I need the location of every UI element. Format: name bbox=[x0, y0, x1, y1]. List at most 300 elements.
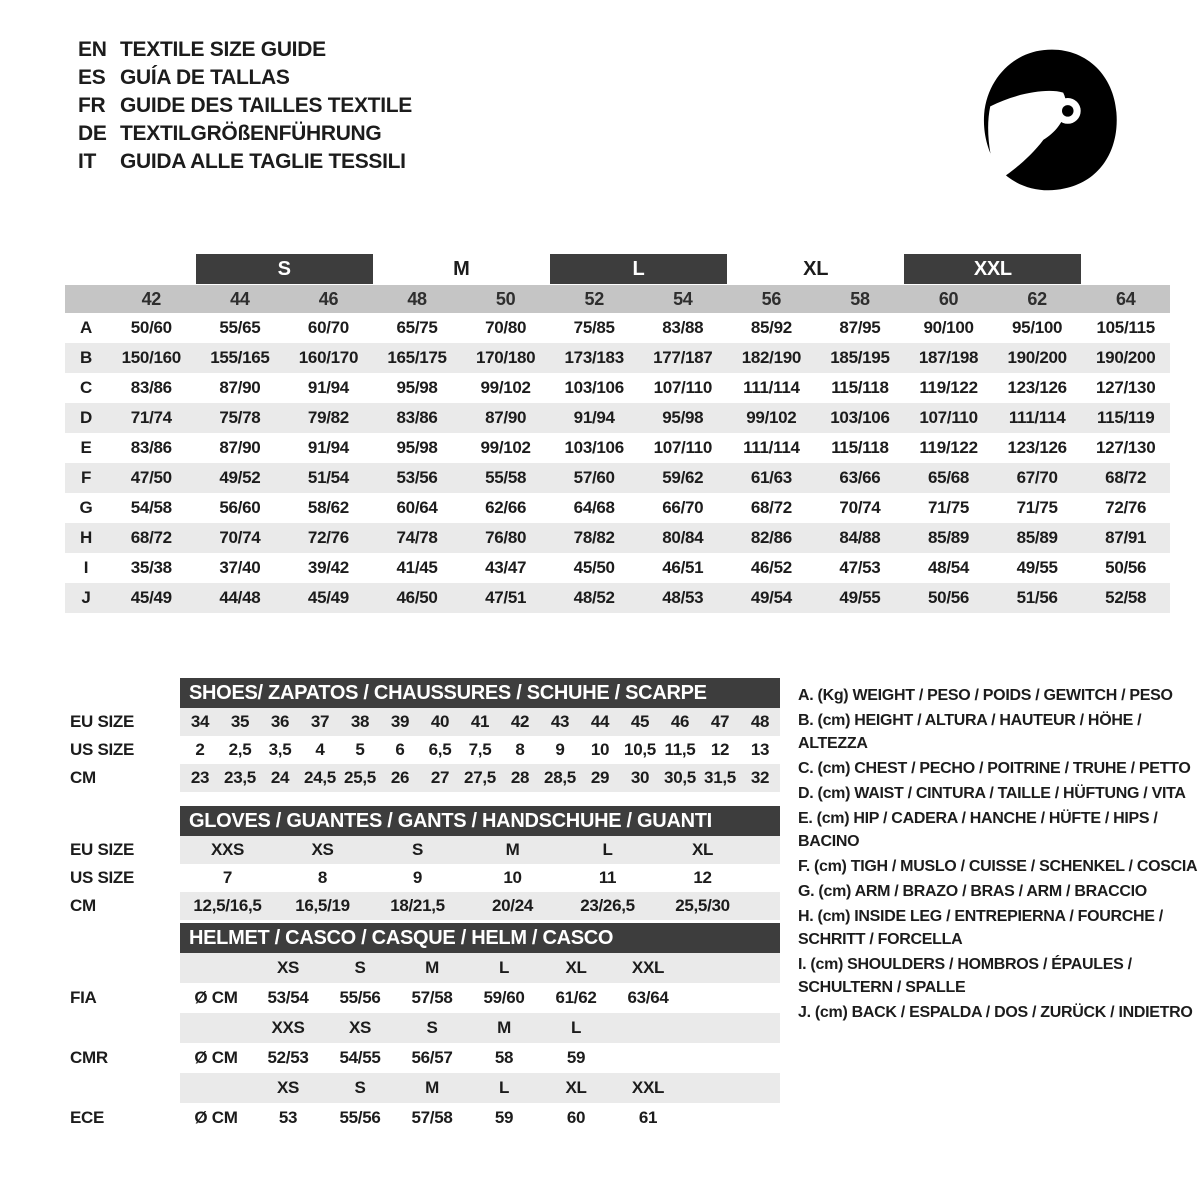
row-letter: G bbox=[79, 498, 93, 517]
gloves-table-title: GLOVES / GUANTES / GANTS / HANDSCHUHE / GUANTI bbox=[180, 806, 780, 836]
size-cell: 84/88 bbox=[839, 528, 881, 547]
helmet-size-cell: 59 bbox=[566, 1048, 586, 1067]
racing-helmet-icon bbox=[972, 32, 1124, 208]
size-cell: 107/110 bbox=[653, 438, 712, 457]
size-cell: 90/100 bbox=[923, 318, 974, 337]
helmet-size-cell: 59 bbox=[494, 1108, 514, 1127]
measurement-row bbox=[65, 373, 1170, 403]
size-cell: 91/94 bbox=[307, 378, 349, 397]
size-cell: 85/92 bbox=[750, 318, 792, 337]
size-cell: 107/110 bbox=[919, 408, 978, 427]
size-cell: 95/98 bbox=[662, 408, 704, 427]
helmet-size-label: XS bbox=[348, 1018, 372, 1037]
size-number: 46 bbox=[318, 288, 339, 309]
sub-table-row bbox=[70, 764, 782, 792]
size-cell: 12 bbox=[710, 740, 730, 759]
size-cell: 95/98 bbox=[396, 438, 438, 457]
size-cell: 72/76 bbox=[307, 528, 349, 547]
size-cell: 46/51 bbox=[662, 558, 704, 577]
size-cell: 83/86 bbox=[130, 378, 172, 397]
size-cell: 177/187 bbox=[653, 348, 713, 367]
size-cell: 48/54 bbox=[928, 558, 970, 577]
size-cell: 83/88 bbox=[662, 318, 704, 337]
size-number: 50 bbox=[495, 288, 516, 309]
size-cell: 91/94 bbox=[573, 408, 615, 427]
size-cell: 47/50 bbox=[130, 468, 172, 487]
size-cell: 24 bbox=[270, 768, 290, 787]
row-letter: H bbox=[80, 528, 92, 547]
size-cell: 67/70 bbox=[1016, 468, 1058, 487]
size-cell: XL bbox=[691, 840, 714, 859]
size-cell: 83/86 bbox=[130, 438, 172, 457]
language-row bbox=[78, 64, 412, 92]
size-cell: 39 bbox=[390, 712, 410, 731]
helmet-table-row bbox=[70, 1103, 782, 1133]
size-cell: 48/52 bbox=[573, 588, 615, 607]
size-cell: 2 bbox=[195, 740, 205, 759]
helmet-size-label: L bbox=[498, 958, 510, 977]
size-cell: 190/200 bbox=[1096, 348, 1156, 367]
row-label: US SIZE bbox=[70, 740, 135, 759]
size-group-label: M bbox=[453, 257, 470, 280]
helmet-size-cell: 56/57 bbox=[411, 1048, 453, 1067]
legend-item: E. (cm) HIP / CADERA / HANCHE / HÜFTE / HIPS / BACINO bbox=[798, 810, 1158, 850]
size-cell: 5 bbox=[355, 740, 365, 759]
guide-title: GUÍA DE TALLAS bbox=[120, 66, 290, 89]
size-cell: 13 bbox=[750, 740, 770, 759]
standard-label: CMR bbox=[70, 1048, 108, 1067]
size-cell: 40 bbox=[430, 712, 450, 731]
helmet-size-label: XXL bbox=[631, 1078, 665, 1097]
helmet-size-cell: 55/56 bbox=[339, 988, 381, 1007]
size-cell: 190/200 bbox=[1007, 348, 1067, 367]
size-cell: 34 bbox=[190, 712, 210, 731]
helmet-size-cell: 53/54 bbox=[267, 988, 309, 1007]
helmet-size-label: S bbox=[426, 1018, 438, 1037]
helmet-size-cell: Ø CM bbox=[194, 988, 238, 1007]
helmet-size-cell: 53 bbox=[278, 1108, 298, 1127]
size-cell: 74/78 bbox=[396, 528, 438, 547]
row-values bbox=[180, 736, 780, 764]
size-cell: 173/183 bbox=[564, 348, 624, 367]
helmet-table-row bbox=[70, 1013, 782, 1043]
helmet-size-label: XS bbox=[276, 1078, 300, 1097]
size-cell: 51/54 bbox=[307, 468, 349, 487]
size-cell: 35 bbox=[230, 712, 250, 731]
size-cell: 11,5 bbox=[664, 740, 696, 759]
size-cell: 51/56 bbox=[1016, 588, 1058, 607]
helmet-size-cell: Ø CM bbox=[194, 1048, 238, 1067]
legend-item: A. (Kg) WEIGHT / PESO / POIDS / GEWITCH / PESO bbox=[798, 687, 1173, 704]
size-cell: 43 bbox=[550, 712, 570, 731]
size-cell: 60/70 bbox=[307, 318, 349, 337]
row-values bbox=[180, 764, 780, 792]
helmet-size-cell: 60 bbox=[566, 1108, 586, 1127]
legend-item: H. (cm) INSIDE LEG / ENTREPIERNA / FOURCHE / SCHRITT / FORCELLA bbox=[798, 908, 1163, 948]
size-cell: 70/74 bbox=[839, 498, 881, 517]
legend-item: F. (cm) TIGH / MUSLO / CUISSE / SCHENKEL / COSCIA bbox=[798, 858, 1198, 875]
size-cell: 32 bbox=[750, 768, 770, 787]
row-label: EU SIZE bbox=[70, 840, 135, 859]
row-values bbox=[180, 892, 780, 920]
row-values bbox=[180, 953, 780, 983]
helmet-size-label: M bbox=[425, 958, 439, 977]
measurement-row bbox=[65, 433, 1170, 463]
size-cell: 79/82 bbox=[307, 408, 349, 427]
guide-title: TEXTILGRÖßENFÜHRUNG bbox=[120, 122, 382, 145]
size-cell: XS bbox=[311, 840, 334, 859]
size-cell: 47/53 bbox=[839, 558, 881, 577]
size-cell: 30 bbox=[630, 768, 650, 787]
row-label: CM bbox=[70, 896, 96, 915]
size-cell: 185/195 bbox=[830, 348, 890, 367]
row-label: CM bbox=[70, 768, 96, 787]
helmet-table-row bbox=[70, 1073, 782, 1103]
standard-label: FIA bbox=[70, 988, 97, 1007]
size-cell: 49/55 bbox=[1016, 558, 1058, 577]
size-number: 42 bbox=[141, 288, 161, 309]
measurement-row bbox=[65, 583, 1170, 613]
size-cell: 54/58 bbox=[130, 498, 172, 517]
helmet-table-title: HELMET / CASCO / CASQUE / HELM / CASCO bbox=[180, 923, 780, 953]
size-cell: XXS bbox=[210, 840, 245, 859]
size-cell: 71/74 bbox=[130, 408, 172, 427]
standard-label: ECE bbox=[70, 1108, 105, 1127]
measurement-legend bbox=[798, 684, 1198, 1026]
size-cell: S bbox=[411, 840, 424, 859]
helmet-size-label: L bbox=[498, 1078, 510, 1097]
size-cell: 62/66 bbox=[485, 498, 527, 517]
language-row bbox=[78, 36, 412, 64]
helmet-size-cell: 61 bbox=[638, 1108, 658, 1127]
size-cell: 59/62 bbox=[662, 468, 704, 487]
size-cell: 65/68 bbox=[928, 468, 970, 487]
size-cell: 119/122 bbox=[919, 378, 978, 397]
size-cell: 50/56 bbox=[1105, 558, 1147, 577]
size-cell: 12,5/16,5 bbox=[193, 896, 262, 915]
helmet-size-label: XL bbox=[565, 1078, 587, 1097]
helmet-size-cell: 57/58 bbox=[411, 988, 453, 1007]
row-values bbox=[180, 1103, 780, 1133]
language-code: FR bbox=[78, 94, 106, 117]
size-cell: M bbox=[505, 840, 520, 859]
size-cell: 8 bbox=[515, 740, 525, 759]
row-values bbox=[180, 983, 780, 1013]
row-values bbox=[180, 864, 780, 892]
helmet-size-cell: 57/58 bbox=[411, 1108, 453, 1127]
size-cell: 58/62 bbox=[307, 498, 349, 517]
size-cell: 12 bbox=[693, 868, 712, 887]
language-code: IT bbox=[78, 150, 97, 173]
helmet-size-cell: 55/56 bbox=[339, 1108, 381, 1127]
size-cell: 66/70 bbox=[662, 498, 704, 517]
row-letter: A bbox=[80, 318, 92, 337]
guide-title: TEXTILE SIZE GUIDE bbox=[120, 38, 326, 61]
size-cell: 187/198 bbox=[918, 348, 979, 367]
size-cell: 41 bbox=[470, 712, 490, 731]
size-cell: 11 bbox=[598, 868, 617, 887]
size-cell: 6,5 bbox=[428, 740, 452, 759]
guide-title: GUIDE DES TAILLES TEXTILE bbox=[120, 94, 412, 117]
size-cell: 26 bbox=[390, 768, 410, 787]
size-cell: 10 bbox=[590, 740, 610, 759]
size-cell: 56/60 bbox=[219, 498, 261, 517]
helmet-table-row bbox=[70, 983, 782, 1013]
size-number: 62 bbox=[1027, 288, 1047, 309]
row-letter: I bbox=[83, 558, 89, 577]
size-number: 54 bbox=[673, 288, 693, 309]
helmet-size-cell: 52/53 bbox=[267, 1048, 309, 1067]
size-cell: 70/74 bbox=[219, 528, 261, 547]
size-cell: 35/38 bbox=[130, 558, 172, 577]
size-cell: 49/54 bbox=[750, 588, 792, 607]
measurement-row bbox=[65, 313, 1170, 343]
sub-table-row bbox=[70, 892, 782, 920]
size-cell: 45/50 bbox=[573, 558, 615, 577]
size-cell: 55/65 bbox=[219, 318, 261, 337]
size-cell: 65/75 bbox=[396, 318, 438, 337]
size-cell: 105/115 bbox=[1096, 318, 1155, 337]
size-cell: 165/175 bbox=[387, 348, 447, 367]
textile-size-table bbox=[65, 253, 1170, 613]
shoes-table-title: SHOES/ ZAPATOS / CHAUSSURES / SCHUHE / SCARPE bbox=[180, 678, 780, 708]
size-cell: 10,5 bbox=[624, 740, 656, 759]
size-number: 48 bbox=[407, 288, 427, 309]
size-cell: 72/76 bbox=[1105, 498, 1147, 517]
row-letter: F bbox=[80, 468, 92, 487]
sub-table-row bbox=[70, 736, 782, 764]
language-code: DE bbox=[78, 122, 107, 145]
helmet-table-row bbox=[70, 953, 782, 983]
size-cell: 60/64 bbox=[396, 498, 438, 517]
helmet-size-label: L bbox=[570, 1018, 582, 1037]
size-cell: 44/48 bbox=[219, 588, 261, 607]
size-cell: 2,5 bbox=[228, 740, 252, 759]
size-cell: 47/51 bbox=[485, 588, 527, 607]
size-cell: 9 bbox=[555, 740, 565, 759]
size-cell: 78/82 bbox=[573, 528, 615, 547]
legend-item: D. (cm) WAIST / CINTURA / TAILLE / HÜFTUNG / VITA bbox=[798, 785, 1186, 802]
size-cell: 45 bbox=[630, 712, 650, 731]
measurement-row bbox=[65, 343, 1170, 373]
row-values bbox=[180, 1073, 780, 1103]
size-cell: 4 bbox=[315, 740, 325, 759]
size-cell: 37 bbox=[310, 712, 330, 731]
helmet-size-label: S bbox=[354, 1078, 366, 1097]
size-numbers-row bbox=[65, 285, 1170, 313]
size-cell: 45/49 bbox=[130, 588, 172, 607]
helmet-size-cell: 61/62 bbox=[555, 988, 597, 1007]
size-cell: 64/68 bbox=[573, 498, 615, 517]
size-cell: 115/118 bbox=[831, 378, 889, 397]
size-cell: 6 bbox=[395, 740, 405, 759]
size-cell: 41/45 bbox=[396, 558, 438, 577]
size-cell: 70/80 bbox=[485, 318, 527, 337]
size-cell: 42 bbox=[510, 712, 530, 731]
size-cell: 47 bbox=[710, 712, 730, 731]
size-cell: 48 bbox=[750, 712, 770, 731]
size-cell: 28,5 bbox=[544, 768, 576, 787]
row-letter: E bbox=[80, 438, 92, 457]
helmet-size-label: XXL bbox=[631, 958, 665, 977]
size-cell: 111/114 bbox=[743, 438, 800, 457]
size-number: 52 bbox=[584, 288, 604, 309]
row-letter: C bbox=[80, 378, 92, 397]
size-cell: 50/60 bbox=[130, 318, 172, 337]
helmet-size-label: S bbox=[354, 958, 366, 977]
size-cell: 53/56 bbox=[396, 468, 438, 487]
sub-table-row bbox=[70, 836, 782, 864]
language-code: ES bbox=[78, 66, 106, 89]
size-cell: 24,5 bbox=[304, 768, 336, 787]
helmet-size-label: XS bbox=[276, 958, 300, 977]
size-cell: 57/60 bbox=[573, 468, 615, 487]
legend-item: B. (cm) HEIGHT / ALTURA / HAUTEUR / HÖHE / ALTEZZA bbox=[798, 712, 1142, 752]
size-cell: 123/126 bbox=[1007, 378, 1067, 397]
measurement-row bbox=[65, 403, 1170, 433]
size-cell: 49/52 bbox=[219, 468, 261, 487]
size-cell: 87/90 bbox=[219, 378, 261, 397]
size-group-label: L bbox=[550, 254, 727, 284]
size-cell: 49/55 bbox=[839, 588, 881, 607]
row-values bbox=[180, 1013, 780, 1043]
size-cell: 27 bbox=[430, 768, 450, 787]
sub-table-row bbox=[70, 708, 782, 736]
size-cell: 155/165 bbox=[210, 348, 270, 367]
size-cell: 16,5/19 bbox=[295, 896, 350, 915]
size-cell: 83/86 bbox=[396, 408, 438, 427]
size-cell: 68/72 bbox=[1105, 468, 1147, 487]
size-number: 64 bbox=[1115, 288, 1136, 309]
row-values bbox=[180, 836, 780, 864]
size-cell: 87/95 bbox=[839, 318, 881, 337]
size-cell: 36 bbox=[270, 712, 290, 731]
size-cell: 23 bbox=[190, 768, 210, 787]
size-cell: 43/47 bbox=[485, 558, 527, 577]
size-cell: 55/58 bbox=[485, 468, 527, 487]
size-cell: 115/119 bbox=[1096, 408, 1155, 427]
size-cell: 48/53 bbox=[662, 588, 704, 607]
size-cell: 119/122 bbox=[919, 438, 978, 457]
size-cell: 87/90 bbox=[485, 408, 527, 427]
helmet-size-cell: 58 bbox=[494, 1048, 514, 1067]
helmet-size-cell: 54/55 bbox=[339, 1048, 381, 1067]
size-cell: 46 bbox=[670, 712, 690, 731]
size-cell: 8 bbox=[317, 868, 328, 887]
measurement-row bbox=[65, 463, 1170, 493]
shoes-size-table bbox=[70, 678, 782, 792]
size-cell: 95/98 bbox=[396, 378, 438, 397]
size-cell: 111/114 bbox=[743, 378, 800, 397]
size-cell: 91/94 bbox=[307, 438, 349, 457]
size-cell: 95/100 bbox=[1012, 318, 1063, 337]
size-cell: 99/102 bbox=[746, 408, 797, 427]
helmet-size-cell: Ø CM bbox=[194, 1108, 238, 1127]
size-cell: 111/114 bbox=[1008, 408, 1066, 427]
language-code: EN bbox=[78, 38, 107, 61]
size-cell: 71/75 bbox=[1016, 498, 1058, 517]
size-cell: 115/118 bbox=[831, 438, 889, 457]
helmet-size-label: M bbox=[425, 1078, 439, 1097]
size-cell: 68/72 bbox=[750, 498, 792, 517]
helmet-size-label: XXS bbox=[271, 1018, 305, 1037]
size-cell: 127/130 bbox=[1096, 378, 1156, 397]
size-cell: 28 bbox=[510, 768, 530, 787]
measurement-row bbox=[65, 553, 1170, 583]
size-cell: 61/63 bbox=[750, 468, 792, 487]
size-cell: 39/42 bbox=[307, 558, 349, 577]
size-number: 56 bbox=[761, 288, 782, 309]
size-cell: 170/180 bbox=[475, 348, 536, 367]
size-cell: 46/52 bbox=[750, 558, 792, 577]
size-cell: 27,5 bbox=[464, 768, 496, 787]
size-number: 44 bbox=[230, 288, 250, 309]
size-cell: 80/84 bbox=[662, 528, 704, 547]
size-cell: 75/78 bbox=[219, 408, 261, 427]
size-cell: 150/160 bbox=[121, 348, 181, 367]
size-cell: 68/72 bbox=[130, 528, 172, 547]
size-cell: 103/106 bbox=[564, 378, 624, 397]
row-label: EU SIZE bbox=[70, 712, 135, 731]
size-cell: 7 bbox=[222, 868, 233, 887]
size-group-header-row bbox=[65, 253, 1170, 285]
size-cell: 29 bbox=[590, 768, 610, 787]
size-cell: 82/86 bbox=[750, 528, 792, 547]
measurement-row bbox=[65, 523, 1170, 553]
size-cell: 3,5 bbox=[268, 740, 292, 759]
sub-table-row bbox=[70, 864, 782, 892]
size-cell: 9 bbox=[412, 868, 423, 887]
measurement-row bbox=[65, 493, 1170, 523]
gloves-size-table bbox=[70, 806, 782, 920]
size-cell: 76/80 bbox=[485, 528, 527, 547]
size-cell: 10 bbox=[503, 868, 522, 887]
row-letter: D bbox=[80, 408, 92, 427]
legend-item: I. (cm) SHOULDERS / HOMBROS / ÉPAULES / SCHULTERN / SPALLE bbox=[798, 956, 1132, 996]
helmet-size-label: XL bbox=[565, 958, 587, 977]
size-number: 60 bbox=[938, 288, 959, 309]
row-label: US SIZE bbox=[70, 868, 135, 887]
size-cell: 160/170 bbox=[298, 348, 359, 367]
guide-title: GUIDA ALLE TAGLIE TESSILI bbox=[120, 150, 406, 173]
size-cell: 71/75 bbox=[928, 498, 970, 517]
size-cell: 75/85 bbox=[573, 318, 615, 337]
language-row bbox=[78, 120, 412, 148]
size-cell: 50/56 bbox=[928, 588, 970, 607]
size-cell: 99/102 bbox=[480, 438, 531, 457]
legend-item: G. (cm) ARM / BRAZO / BRAS / ARM / BRACCIO bbox=[798, 883, 1147, 900]
size-cell: 107/110 bbox=[653, 378, 712, 397]
helmet-size-label: M bbox=[497, 1018, 511, 1037]
size-cell: 103/106 bbox=[830, 408, 890, 427]
size-cell: 99/102 bbox=[480, 378, 531, 397]
size-cell: 182/190 bbox=[741, 348, 802, 367]
size-cell: 46/50 bbox=[396, 588, 438, 607]
size-group-label: XL bbox=[803, 257, 829, 280]
size-cell: 7,5 bbox=[468, 740, 492, 759]
size-cell: 85/89 bbox=[1016, 528, 1058, 547]
size-cell: 20/24 bbox=[491, 896, 534, 915]
size-cell: L bbox=[602, 840, 613, 859]
size-number: 58 bbox=[850, 288, 870, 309]
language-title-list bbox=[78, 36, 412, 176]
helmet-size-table bbox=[70, 923, 782, 1133]
size-cell: 123/126 bbox=[1007, 438, 1067, 457]
row-letter: B bbox=[80, 348, 92, 367]
language-row bbox=[78, 92, 412, 120]
helmet-size-cell: 63/64 bbox=[627, 988, 669, 1007]
size-cell: 103/106 bbox=[564, 438, 624, 457]
